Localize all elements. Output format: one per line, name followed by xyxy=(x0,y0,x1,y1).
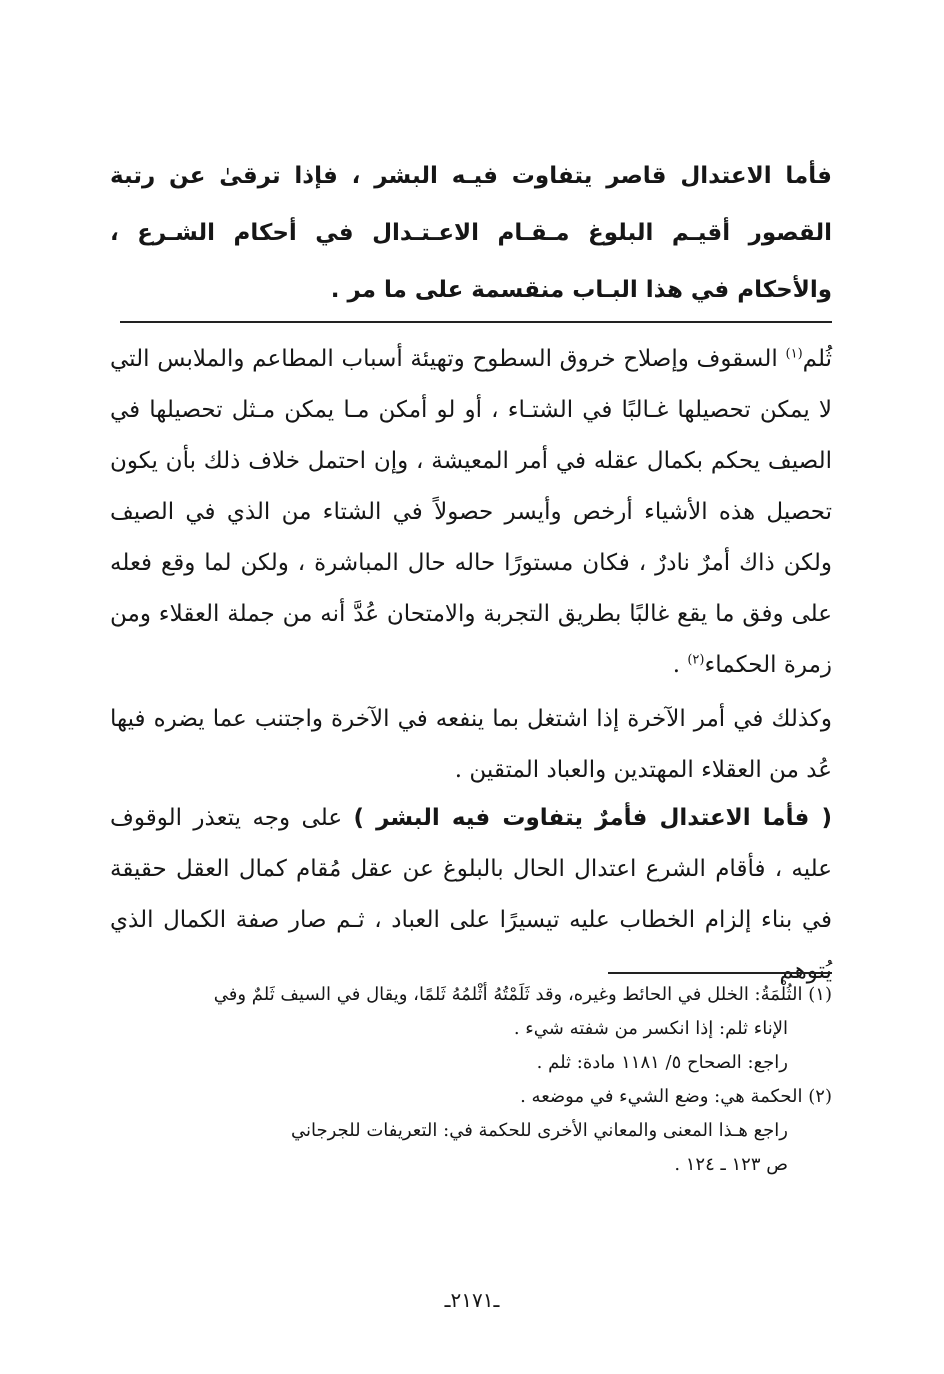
sharh-paragraph-1: ثُلم$^{(١)}$ السقوف وإصلاح خروق السطوح وتهيئة أسباب المطاعم والملابس التي لا يمكن تحصيلها غـالبًا في الشتـاء ، أو لو أمكن مـا يمكن مـثل تحصيلها في الصيف يحكم بكمال عقله في أمر المعيشة ، وإن احتمل خلاف ذلك بأن يكون تحصيل هذه الأشياء أرخص وأيسر حصولاً في الشتاء من الذي في الصيف ولكن ذاك أمرٌ نادرٌ ، فكان مستورًا حاله حال المباشرة ، ولكن لما وقع فعله على وفق ما يقع غالبًا بطريق التجربة والامتحان عُدَّ أنه من جملة العقلاء ومن زمرة الحكماء$^{(٢)}$ . xyxy=(110,346,832,678)
footnote-1-line-1: (١) الثُلْمَةُ: الخلل في الحائط وغيره، وقد ثَلَمْتُهُ أثْلمُهُ ثَلمًا، ويقال في السيف ثَلمٌ وفي xyxy=(213,984,832,1005)
footnote-2-line-2: راجع هـذا المعنى والمعاني الأخرى للحكمة في: التعريفات للجرجاني xyxy=(290,1120,788,1141)
matn-text xyxy=(110,148,832,319)
footnote-1-line-2: الإناء ثلم: إذا انكسر من شفته شيء . xyxy=(513,1018,788,1039)
page-number: ـ٢١٧١ـ xyxy=(444,1288,500,1312)
footnote-1-line-3: راجع: الصحاح ٥/ ١١٨١ مادة: ثلم . xyxy=(536,1052,788,1073)
footnote-ref-2[interactable]: (٢) xyxy=(687,652,705,668)
quoted-matn: ( فأما الاعتدال فأمرٌ يتفاوت فيه البشر ) xyxy=(353,805,832,831)
footnote-ref-1[interactable]: (١) xyxy=(785,346,803,362)
matn-separator-line xyxy=(120,321,832,323)
matn-paragraph: فأما الاعتدال قاصر يتفاوت فيـه البشر ، فإذا ترقىٰ عن رتبة القصور أقيـم البلوغ مـقـام الاعـتـدال في أحكام الشـرع ، والأحكام في هذا البـاب منقسمة على ما مر . xyxy=(110,163,832,303)
sharh-paragraph-2: وكذلك في أمر الآخرة إذا اشتغل بما ينفعه في الآخرة واجتنب عما يضره فيها عُد من العقلاء المهتدين والعباد المتقين . xyxy=(110,706,832,783)
footnote-2-line-3: ص ١٢٣ ـ ١٢٤ . xyxy=(674,1154,788,1175)
sharh-paragraph-3: ( فأما الاعتدال فأمرٌ يتفاوت فيه البشر ) على وجه يتعذر الوقوف عليه ، فأقام الشرع اعتدال الحال بالبلوغ عن عقل مُقام كمال العقل حقيقة في بناء إلزام الخطاب عليه تيسيرًا على العباد ، ثـم صار صفة الكمال الذي يُتوهم xyxy=(110,805,832,984)
footnote-2-line-1: (٢) الحكمة هي: وضع الشيء في موضعه . xyxy=(520,1086,832,1107)
footnotes xyxy=(110,978,832,1182)
footnote-separator-line xyxy=(608,972,832,974)
